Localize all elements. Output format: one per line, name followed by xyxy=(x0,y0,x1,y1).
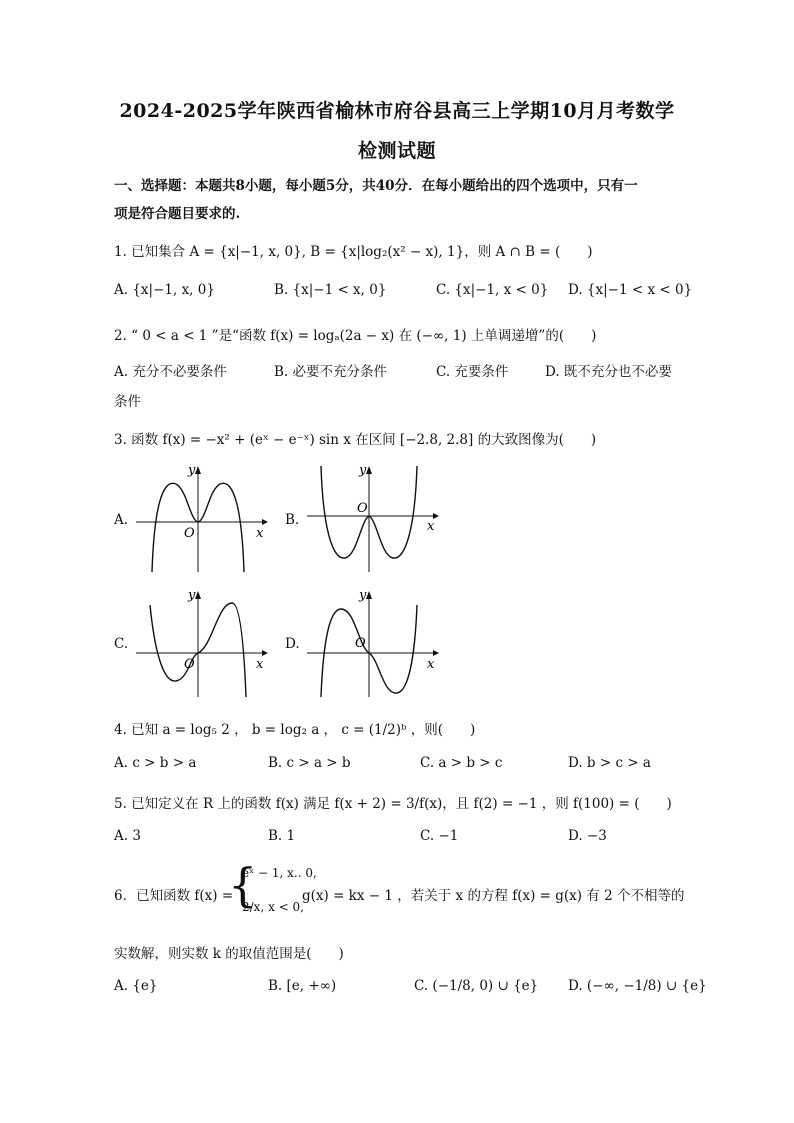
exam-title-line2: 检测试题 xyxy=(357,140,436,162)
graph-a xyxy=(132,460,272,575)
section-heading-line2: 项是符合题目要求的. xyxy=(114,206,241,222)
q4-option-d: D. b > c > a xyxy=(568,755,651,771)
q6-option-a: A. {e} xyxy=(114,978,158,994)
q1-option-b: B. {x|−1 < x, 0} xyxy=(274,282,387,298)
graph-d-origin-label: O xyxy=(355,636,366,651)
q1-option-c: C. {x|−1, x < 0} xyxy=(436,282,549,298)
q3-option-c-label: C. xyxy=(114,636,129,652)
q1-option-d: D. {x|−1 < x < 0} xyxy=(568,282,693,298)
q2-option-d: D. 既不充分也不必要 xyxy=(545,364,672,380)
q6-option-b: B. [e, +∞) xyxy=(268,978,337,994)
q5-option-d: D. −3 xyxy=(568,828,607,844)
q6-case-2: 2/x, x < 0, xyxy=(242,900,304,914)
q4-option-a: A. c > b > a xyxy=(114,755,197,771)
question-3-stem: 3. 函数 f(x) = −x² + (eˣ − e⁻ˣ) sin x 在区间 [−2.8, 2.8] 的大致图像为( ) xyxy=(114,432,597,448)
q3-option-a-label: A. xyxy=(114,512,129,528)
graph-a-y-label: y xyxy=(188,463,196,478)
q6-case-1: eˣ − 1, x.. 0, xyxy=(242,866,317,880)
question-6-prefix: 6．已知函数 f(x) = xyxy=(114,888,234,904)
question-6-suffix: g(x) = kx − 1 ，若关于 x 的方程 f(x) = g(x) 有 2 个不相等的 xyxy=(302,888,685,904)
section-heading-line1: 一、选择题：本题共8小题，每小题5分，共40分．在每小题给出的四个选项中，只有一 xyxy=(114,178,638,194)
question-6-line2: 实数解，则实数 k 的取值范围是( ) xyxy=(114,946,344,962)
question-4-stem: 4. 已知 a = log₅ 2 ， b = log₂ a ， c = (1/2)ᵇ ，则( ) xyxy=(114,722,476,738)
graph-a-origin-label: O xyxy=(184,526,195,541)
q6-option-d: D. (−∞, −1/8) ∪ {e} xyxy=(568,978,707,994)
piecewise-brace: { xyxy=(228,858,258,912)
q2-option-a: A. 充分不必要条件 xyxy=(114,364,227,380)
graph-c-y-label: y xyxy=(188,588,196,603)
graph-b-y-label: y xyxy=(359,463,367,478)
q3-option-d-label: D. xyxy=(285,636,300,652)
graph-c-x-label: x xyxy=(256,657,264,672)
graph-d-y-label: y xyxy=(359,588,367,603)
question-2-stem: 2. “ 0 < a < 1 ”是“函数 f(x) = logₐ(2a − x) 在 (−∞, 1) 上单调递增”的( ) xyxy=(114,328,597,344)
graph-b-x-label: x xyxy=(427,519,435,534)
q1-option-a: A. {x|−1, x, 0} xyxy=(114,282,215,298)
q2-option-b: B. 必要不充分条件 xyxy=(274,364,388,380)
q5-option-a: A. 3 xyxy=(114,828,141,844)
graph-d-x-label: x xyxy=(427,657,435,672)
q4-option-c: C. a > b > c xyxy=(420,755,503,771)
q2-option-d-continued: 条件 xyxy=(114,394,141,410)
q3-option-b-label: B. xyxy=(285,512,300,528)
question-1-stem: 1. 已知集合 A = {x|−1, x, 0}, B = {x|log₂(x² − x), 1}，则 A ∩ B = ( ) xyxy=(114,244,593,260)
q2-option-c: C. 充要条件 xyxy=(436,364,509,380)
q4-option-b: B. c > a > b xyxy=(268,755,351,771)
q5-option-c: C. −1 xyxy=(420,828,459,844)
q6-option-c: C. (−1/8, 0) ∪ {e} xyxy=(414,978,539,994)
graph-b-origin-label: O xyxy=(357,501,368,516)
graph-d xyxy=(303,585,443,700)
question-5-stem: 5. 已知定义在 R 上的函数 f(x) 满足 f(x + 2) = 3/f(x)，且 f(2) = −1 ，则 f(100) = ( ) xyxy=(114,796,672,812)
graph-a-x-label: x xyxy=(256,526,264,541)
graph-c xyxy=(132,585,272,700)
graph-b xyxy=(303,460,443,575)
exam-title-line1: 2024-2025学年陕西省榆林市府谷县高三上学期10月月考数学 xyxy=(119,100,675,122)
q5-option-b: B. 1 xyxy=(268,828,296,844)
graph-c-origin-label: O xyxy=(184,657,195,672)
